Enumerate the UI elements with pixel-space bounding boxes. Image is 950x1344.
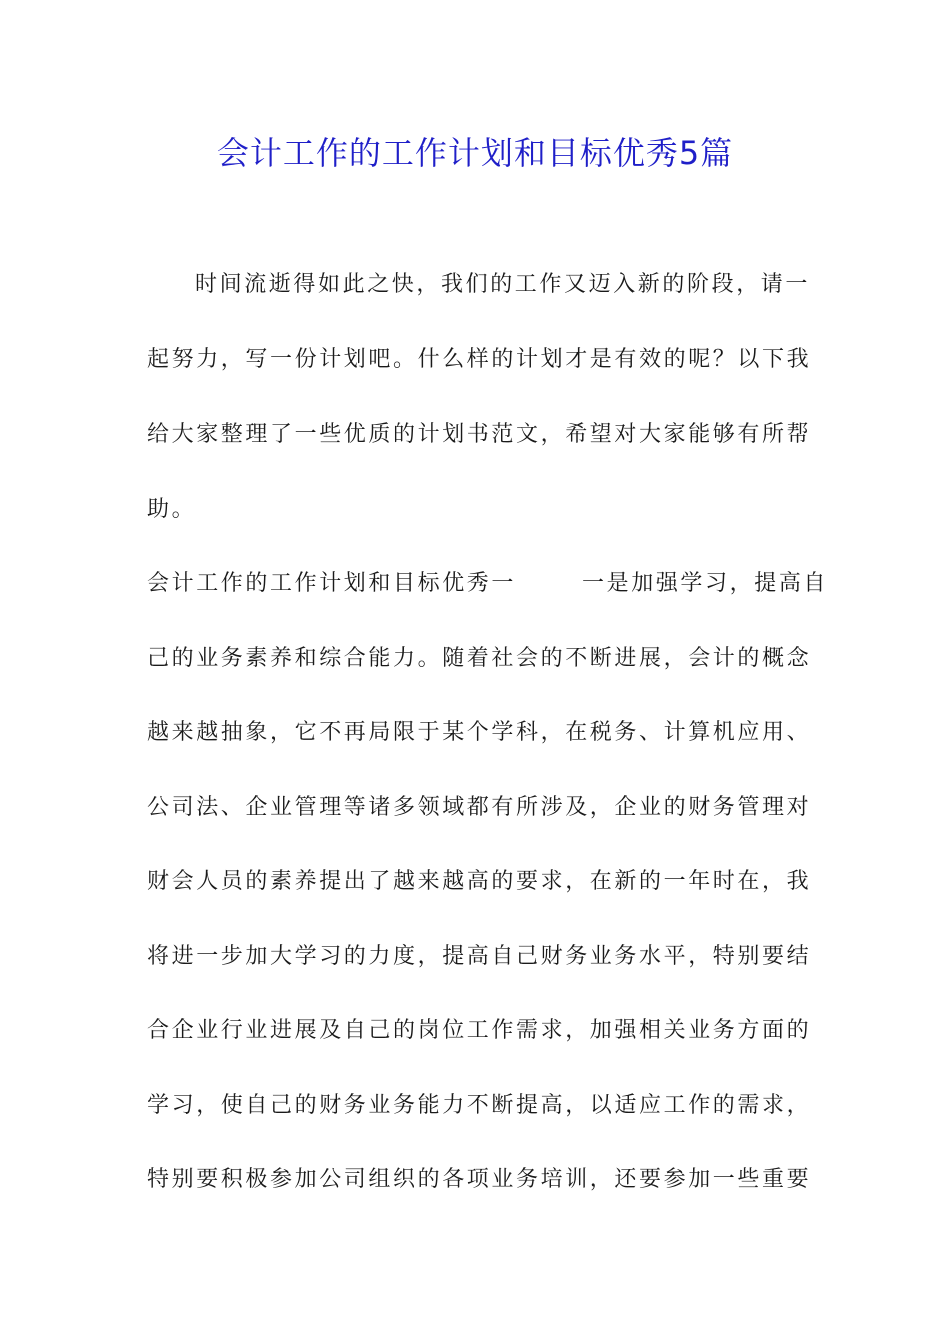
document-title: 会计工作的工作计划和目标优秀5篇 bbox=[216, 134, 734, 172]
body-line: 特别要积极参加公司组织的各项业务培训，还要参加一些重要 bbox=[147, 1167, 812, 1192]
section-heading: 会计工作的工作计划和目标优秀一 bbox=[147, 571, 517, 596]
body-line: 财会人员的素养提出了越来越高的要求，在新的一年时在，我 bbox=[147, 869, 812, 894]
body-line: 合企业行业进展及自己的岗位工作需求，加强相关业务方面的 bbox=[147, 1018, 812, 1043]
body-line: 己的业务素养和综合能力。随着社会的不断进展，会计的概念 bbox=[147, 646, 812, 671]
intro-line: 起努力，写一份计划吧。什么样的计划才是有效的呢？以下我 bbox=[147, 347, 812, 372]
section-first-line bbox=[147, 569, 829, 599]
body-line: 学习，使自己的财务业务能力不断提高，以适应工作的需求， bbox=[147, 1093, 812, 1118]
intro-line: 助。 bbox=[147, 497, 197, 522]
intro-line: 给大家整理了一些优质的计划书范文，希望对大家能够有所帮 bbox=[147, 422, 812, 447]
body-line: 将进一步加大学习的力度，提高自己财务业务水平，特别要结 bbox=[147, 944, 812, 969]
section-first-text: 一是加强学习，提高自 bbox=[582, 571, 829, 596]
intro-line: 时间流逝得如此之快，我们的工作又迈入新的阶段，请一 bbox=[195, 272, 811, 297]
body-line: 越来越抽象，它不再局限于某个学科，在税务、计算机应用、 bbox=[147, 720, 812, 745]
body-line: 公司法、企业管理等诸多领域都有所涉及，企业的财务管理对 bbox=[147, 795, 812, 820]
